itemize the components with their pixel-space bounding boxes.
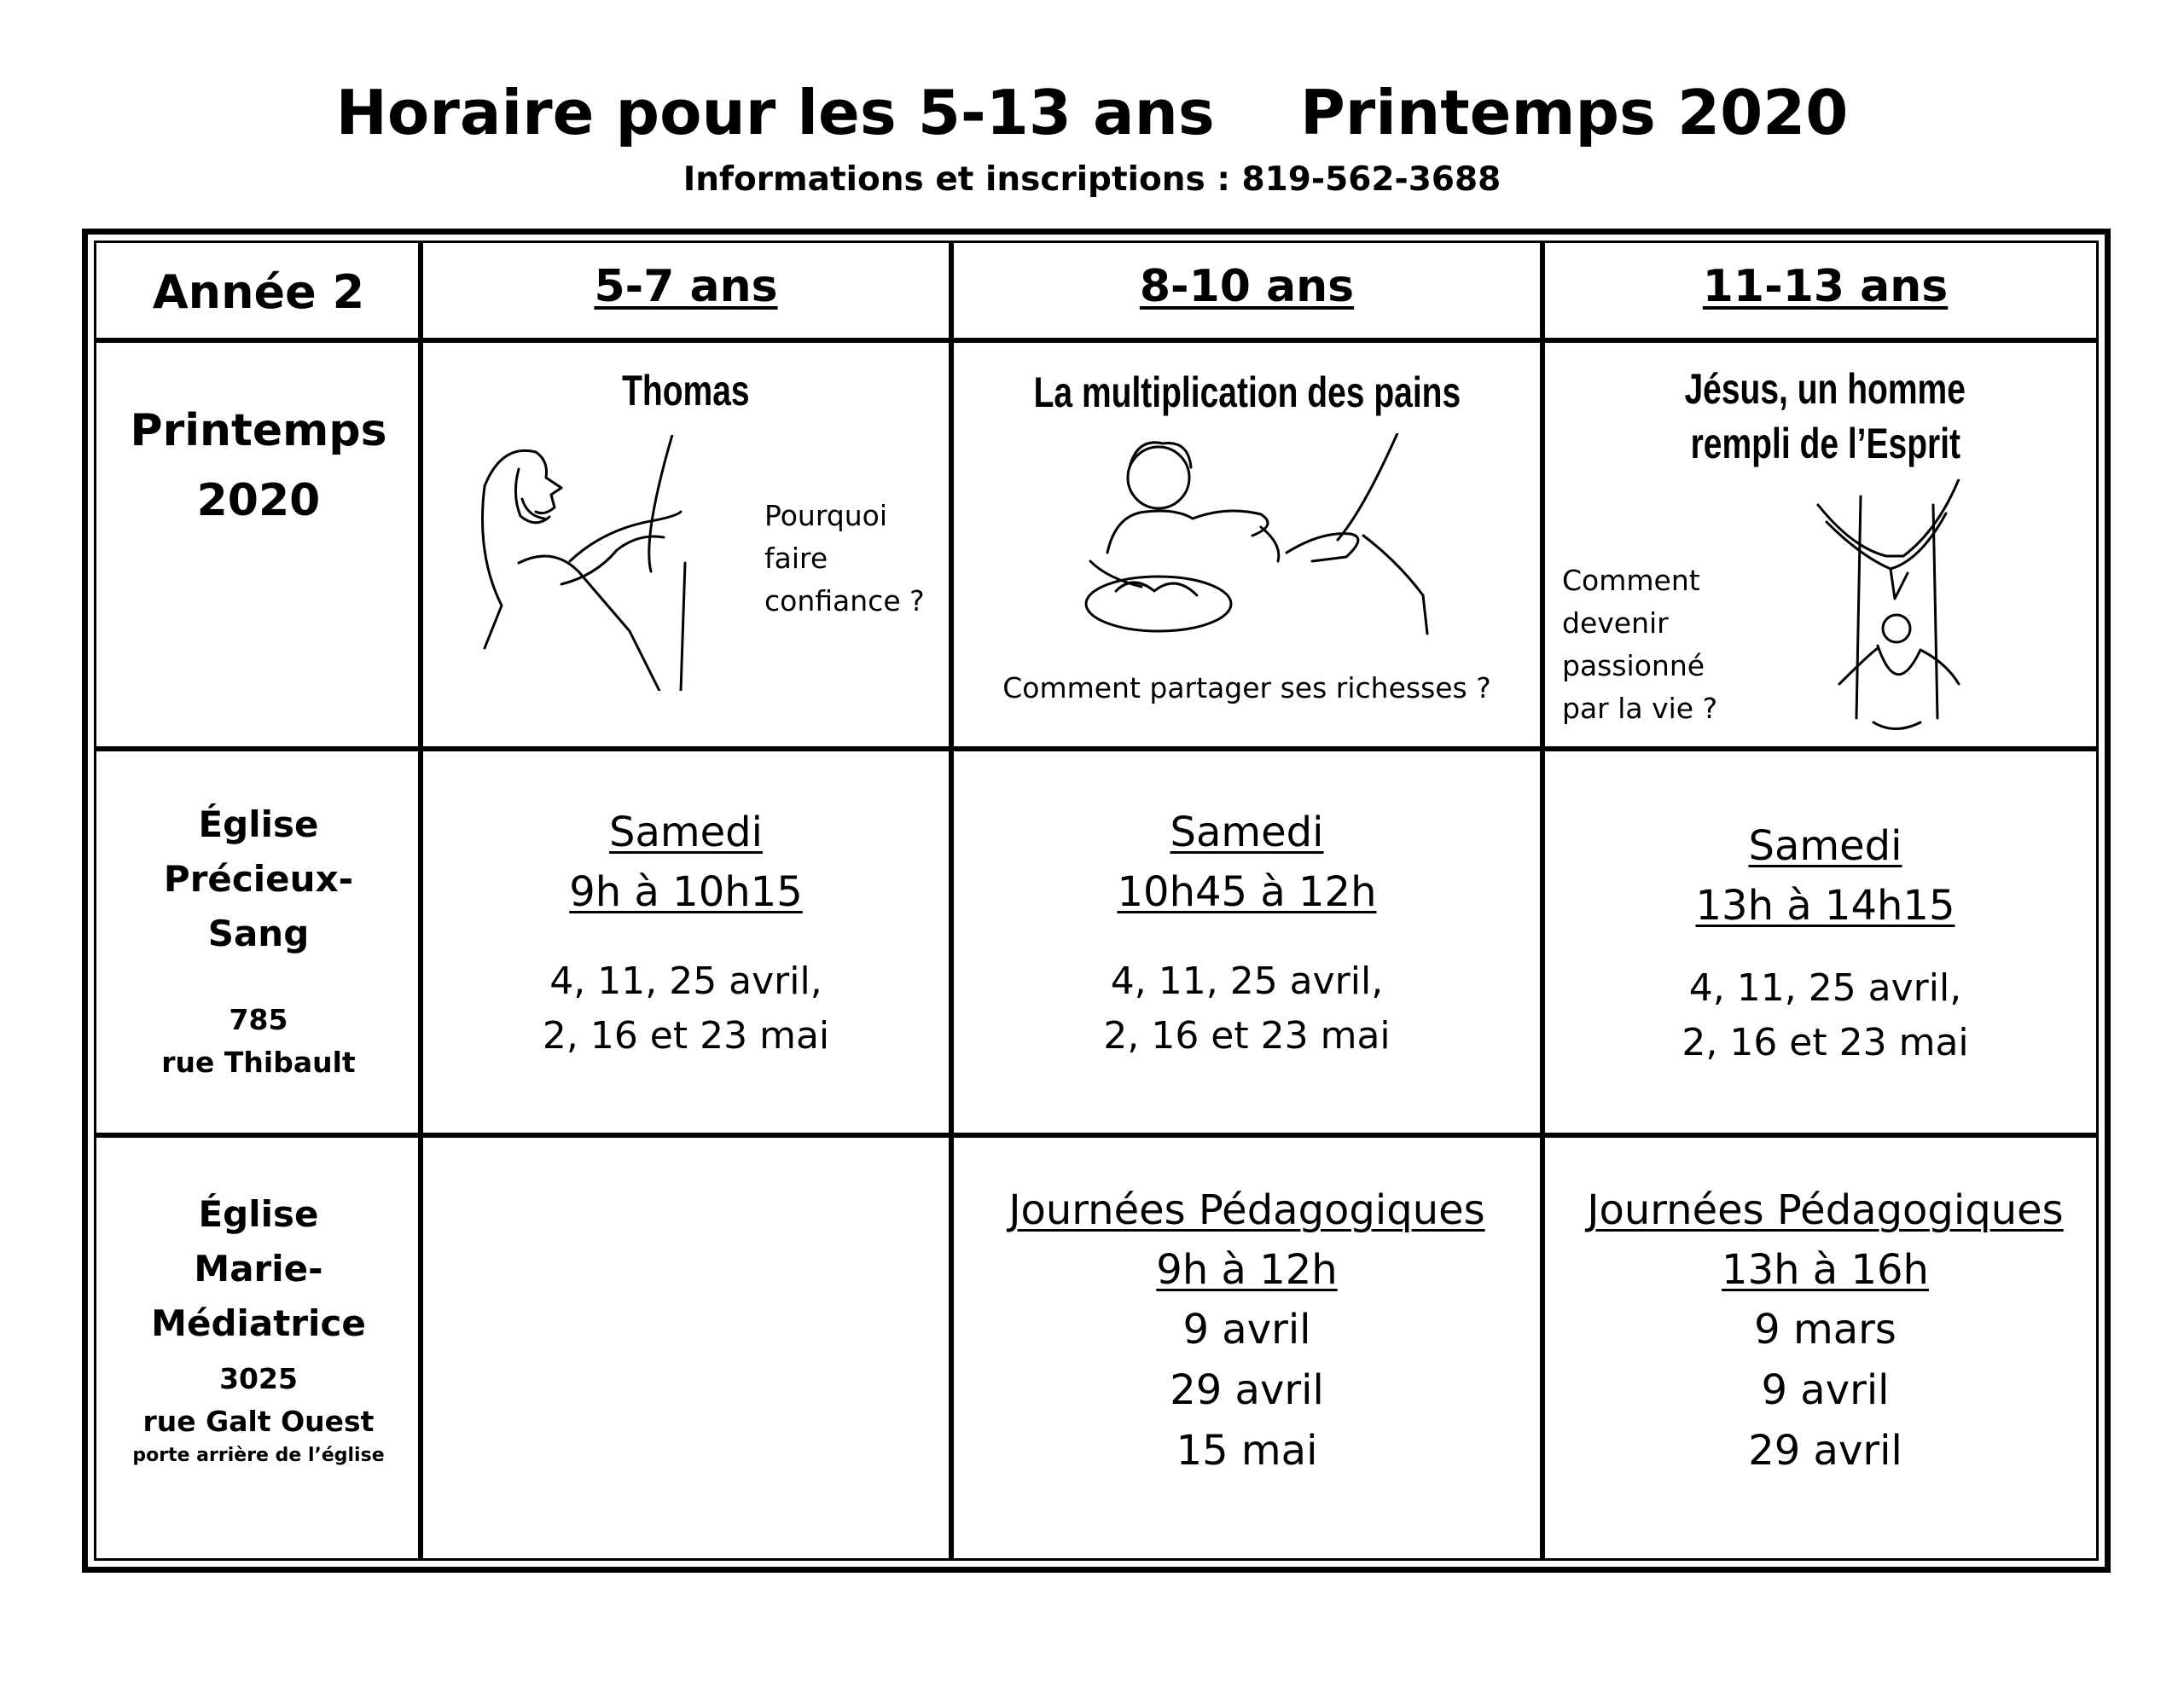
church-address-line: 785 bbox=[229, 1003, 288, 1036]
church-name-line: Médiatrice bbox=[151, 1302, 366, 1344]
hands-icon bbox=[468, 435, 706, 691]
theme-question bbox=[1562, 559, 1717, 730]
season-line: 2020 bbox=[196, 475, 321, 526]
session-date: 9 mars bbox=[1754, 1306, 1896, 1354]
column-header bbox=[423, 246, 949, 338]
question-line: faire bbox=[764, 542, 828, 575]
church-address-line: rue Thibault bbox=[161, 1046, 356, 1079]
church-name-line: Sang bbox=[207, 913, 310, 954]
session-day: Samedi bbox=[609, 809, 763, 856]
question-line: Pourquoi bbox=[764, 499, 888, 532]
bread-basket-icon bbox=[1056, 433, 1449, 646]
age-group-8-10: 8-10 ans bbox=[1139, 261, 1355, 312]
church-name-line: Église bbox=[198, 803, 319, 845]
session-date: 29 avril bbox=[1170, 1366, 1324, 1414]
dove-icon bbox=[1809, 479, 1980, 735]
session-dates: 2, 16 et 23 mai bbox=[1682, 1021, 1969, 1064]
question-line: confiance ? bbox=[764, 584, 925, 617]
page-title: Horaire pour les 5-13 ans Printemps 2020 bbox=[335, 77, 1849, 148]
theme-title: Jésus, un homme bbox=[1684, 365, 1966, 413]
church-address-line: rue Galt Ouest bbox=[142, 1405, 375, 1438]
session-cell bbox=[1545, 1138, 2106, 1556]
theme-title: rempli de l’Esprit bbox=[1690, 420, 1960, 467]
session-cell-empty bbox=[423, 1138, 949, 1556]
church-name-line: Marie- bbox=[194, 1248, 323, 1290]
year-label: Année 2 bbox=[152, 264, 365, 319]
session-dates: 4, 11, 25 avril, bbox=[1688, 966, 1962, 1010]
session-cell bbox=[954, 751, 1540, 1133]
session-type: Journées Pédagogiques bbox=[1008, 1186, 1485, 1234]
church-note: porte arrière de l’église bbox=[132, 1445, 385, 1466]
session-cell bbox=[1545, 751, 2106, 1133]
theme-cell bbox=[1545, 343, 2106, 746]
session-time: 13h à 16h bbox=[1722, 1246, 1929, 1294]
session-dates: 4, 11, 25 avril, bbox=[1110, 959, 1384, 1003]
schedule-table bbox=[82, 229, 2111, 1573]
column-header bbox=[1545, 246, 2106, 338]
corner-cell bbox=[99, 246, 418, 338]
season-cell bbox=[99, 343, 418, 746]
season-line: Printemps bbox=[130, 405, 387, 456]
session-dates: 2, 16 et 23 mai bbox=[1103, 1014, 1391, 1058]
session-day: Samedi bbox=[1170, 809, 1324, 856]
session-date: 15 mai bbox=[1176, 1427, 1318, 1475]
session-time: 10h45 à 12h bbox=[1117, 868, 1377, 916]
theme-title: Thomas bbox=[622, 367, 750, 415]
theme-question: Comment partager ses richesses ? bbox=[1002, 671, 1491, 704]
session-cell bbox=[954, 1138, 1540, 1556]
column-header bbox=[954, 246, 1540, 338]
session-time: 9h à 10h15 bbox=[569, 868, 803, 916]
theme-cell bbox=[954, 343, 1540, 746]
session-date: 9 avril bbox=[1182, 1306, 1311, 1354]
session-time: 13h à 14h15 bbox=[1695, 882, 1955, 930]
church-name-line: Église bbox=[198, 1193, 319, 1235]
age-group-11-13: 11-13 ans bbox=[1702, 261, 1949, 312]
session-time: 9h à 12h bbox=[1156, 1246, 1338, 1294]
session-day: Samedi bbox=[1748, 822, 1902, 870]
theme-cell bbox=[423, 343, 949, 746]
church-cell bbox=[99, 751, 418, 1133]
age-group-5-7: 5-7 ans bbox=[594, 261, 778, 312]
session-cell bbox=[423, 751, 949, 1133]
page-subtitle: Informations et inscriptions : 819-562-3688 bbox=[682, 160, 1502, 199]
question-line: passionné bbox=[1562, 649, 1705, 682]
question-line: devenir bbox=[1562, 606, 1669, 640]
church-address-line: 3025 bbox=[219, 1362, 298, 1395]
theme-question bbox=[764, 495, 925, 623]
session-date: 29 avril bbox=[1748, 1427, 1902, 1475]
session-dates: 4, 11, 25 avril, bbox=[549, 959, 822, 1003]
session-dates: 2, 16 et 23 mai bbox=[542, 1014, 830, 1058]
session-type: Journées Pédagogiques bbox=[1587, 1186, 2064, 1234]
church-cell bbox=[99, 1138, 418, 1556]
theme-title: La multiplication des pains bbox=[1033, 368, 1461, 416]
church-name-line: Précieux- bbox=[163, 858, 354, 900]
question-line: Comment bbox=[1562, 564, 1700, 597]
session-date: 9 avril bbox=[1761, 1366, 1890, 1414]
question-line: par la vie ? bbox=[1562, 692, 1718, 725]
